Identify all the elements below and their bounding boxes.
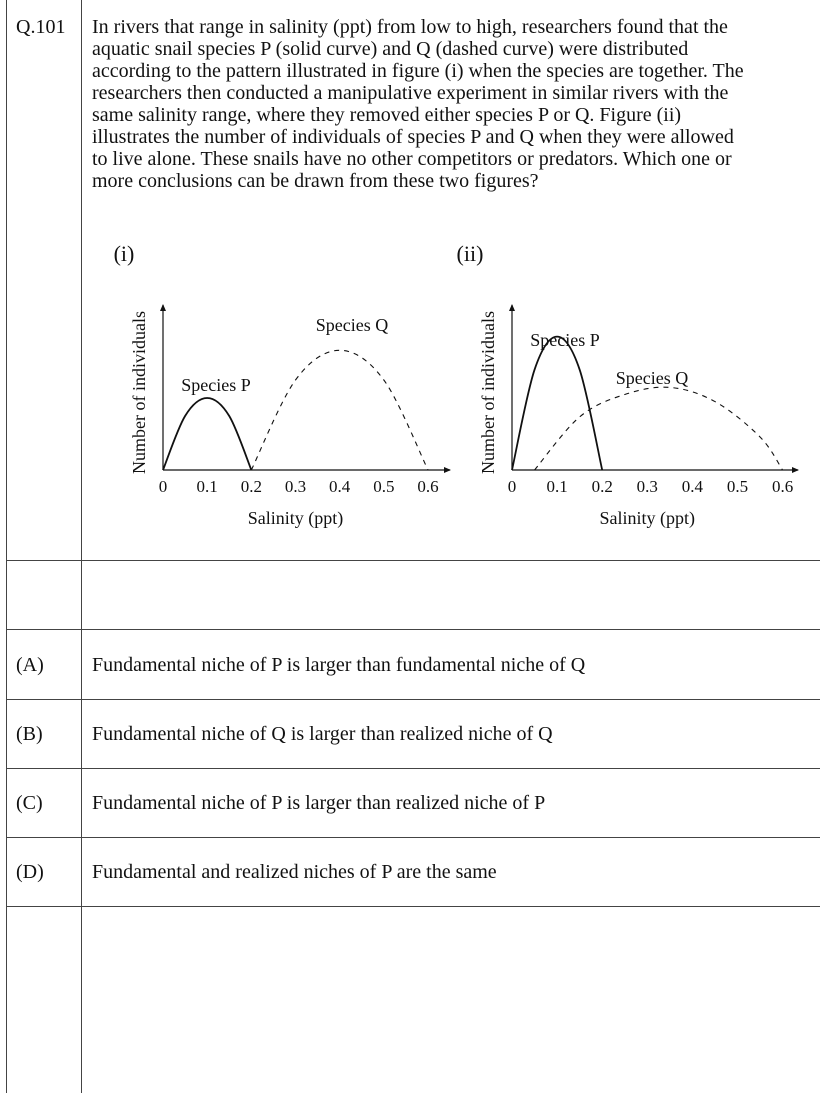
x-tick-label: 0.3 [636,477,658,496]
panel-label: (ii) [456,241,484,266]
row-divider [6,768,820,769]
species-q-curve [535,387,783,470]
x-axis-label: Salinity (ppt) [247,508,344,528]
series-label: Species P [181,375,251,395]
row-divider [6,906,820,907]
series-label: Species Q [315,315,389,335]
row-divider [6,699,820,700]
option-label-d: (D) [16,861,44,883]
series-label: Species Q [615,368,689,388]
species-q-curve [251,350,428,470]
species-p-curve [512,337,602,470]
row-divider [6,629,820,630]
figure-ii [457,241,798,529]
series-label: Species P [530,330,600,350]
question-line: In rivers that range in salinity (ppt) from low to high, researchers found that the [92,16,728,38]
x-tick-label: 0 [507,477,517,496]
row-divider [6,560,820,561]
x-tick-label: 0.6 [771,477,794,496]
x-tick-label: 0.1 [196,477,218,496]
x-tick-label: 0.2 [240,477,262,496]
y-axis-label: Number of individuals [478,311,498,474]
question-line: according to the pattern illustrated in figure (i) when the species are together. The [92,60,744,82]
x-tick-label: 0.4 [681,477,704,496]
option-text-a[interactable]: Fundamental niche of P is larger than fundamental niche of Q [92,654,586,676]
species-p-curve [163,398,251,470]
question-line: researchers then conducted a manipulative experiment in similar rivers with the [92,82,729,104]
x-tick-label: 0.4 [329,477,351,496]
option-label-b: (B) [16,723,43,745]
question-line: same salinity range, where they removed either species P or Q. Figure (ii) [92,104,682,126]
x-tick-label: 0.2 [591,477,613,496]
option-text-d[interactable]: Fundamental and realized niches of P are the same [92,861,497,883]
question-line: more conclusions can be drawn from these two figures? [92,170,539,192]
x-tick-label: 0 [158,477,168,496]
option-text-b[interactable]: Fundamental niche of Q is larger than realized niche of Q [92,723,553,745]
question-line: to live alone. These snails have no other competitors or predators. Which one or [92,148,732,170]
row-divider [6,837,820,838]
x-tick-label: 0.5 [373,477,395,496]
x-tick-label: 0.6 [417,477,439,496]
question-number: Q.101 [16,16,66,38]
option-label-c: (C) [16,792,43,814]
y-axis-label: Number of individuals [129,311,149,474]
x-axis-label: Salinity (ppt) [599,508,696,528]
figure-i [114,241,450,529]
panel-label: (i) [113,241,135,266]
question-line: illustrates the number of individuals of species P and Q when they were allowed [92,126,734,148]
x-tick-label: 0.1 [546,477,568,496]
option-label-a: (A) [16,654,44,676]
x-tick-label: 0.5 [726,477,749,496]
question-line: aquatic snail species P (solid curve) and Q (dashed curve) were distributed [92,38,689,60]
option-text-c[interactable]: Fundamental niche of P is larger than realized niche of P [92,792,546,814]
x-tick-label: 0.3 [284,477,307,496]
